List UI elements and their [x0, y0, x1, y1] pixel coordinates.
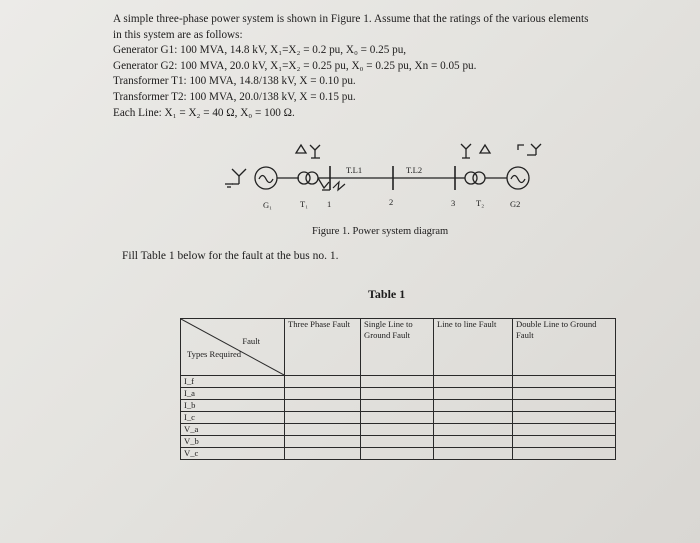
t2-label: T₂ [476, 198, 485, 208]
table-row [181, 412, 616, 424]
answer-cell[interactable] [285, 412, 361, 424]
bus-2-label: 2 [389, 197, 394, 207]
table-row [181, 448, 616, 460]
answer-cell[interactable] [513, 436, 616, 448]
intro-line-2: in this system are as follows: [113, 28, 243, 41]
bus-1-label: 1 [327, 199, 332, 209]
answer-cell[interactable] [361, 388, 434, 400]
row-label-va: V_a [181, 424, 285, 436]
tl2-label: T.L2 [406, 165, 423, 175]
answer-cell[interactable] [361, 376, 434, 388]
answer-cell[interactable] [434, 388, 513, 400]
table-row [181, 436, 616, 448]
generator-g1-icon [255, 167, 277, 189]
tl1-label: T.L1 [346, 165, 363, 175]
transformer-t1-icon [298, 172, 318, 184]
answer-cell[interactable] [285, 400, 361, 412]
answer-cell[interactable] [361, 424, 434, 436]
table-row [181, 424, 616, 436]
corner-types-label: Types Required [187, 349, 242, 359]
g1-label: G₁ [263, 200, 273, 210]
corner-cell [181, 319, 285, 376]
row-label-if: I_f [181, 376, 285, 388]
answer-cell[interactable] [513, 376, 616, 388]
answer-cell[interactable] [361, 436, 434, 448]
answer-cell[interactable] [285, 388, 361, 400]
g2-label: G2 [510, 199, 521, 209]
answer-cell[interactable] [434, 400, 513, 412]
answer-cell[interactable] [361, 412, 434, 424]
power-system-diagram [0, 0, 700, 260]
answer-cell[interactable] [513, 424, 616, 436]
transformer-t1-spec: Transformer T1: 100 MVA, 14.8/138 kV, X = 0.10 pu. [113, 75, 356, 88]
row-label-vb: V_b [181, 436, 285, 448]
row-label-ib: I_b [181, 400, 285, 412]
generator-g2-icon [507, 167, 529, 189]
table-header-row [181, 319, 616, 376]
answer-cell[interactable] [434, 424, 513, 436]
col-header-line-to-line: Line to line Fault [434, 319, 513, 376]
answer-cell[interactable] [434, 436, 513, 448]
intro-line-1: A simple three-phase power system is shown in Figure 1. Assume that the ratings of the various elements [113, 13, 589, 25]
generator-g1-spec: Generator G1: 100 MVA, 14.8 kV, X₁=X₂ = 0.2 pu, X₀ = 0.25 pu, [113, 44, 407, 57]
table-row [181, 388, 616, 400]
answer-cell[interactable] [361, 448, 434, 460]
answer-cell[interactable] [434, 412, 513, 424]
col-header-single-line-ground: Single Line to Ground Fault [361, 319, 434, 376]
row-label-ic: I_c [181, 412, 285, 424]
table-row [181, 376, 616, 388]
answer-cell[interactable] [513, 400, 616, 412]
fault-marker [333, 182, 345, 190]
col-header-three-phase: Three Phase Fault [285, 319, 361, 376]
transformer-t2-icon [465, 172, 485, 184]
answer-cell[interactable] [513, 448, 616, 460]
col-header-double-line-ground: Double Line to Ground Fault [513, 319, 616, 376]
g2-grounded-wye-icon [518, 144, 541, 155]
line-spec: Each Line: X₁ = X₂ = 40 Ω, X₀ = 100 Ω. [113, 106, 295, 119]
fault-table [180, 318, 616, 460]
answer-cell[interactable] [513, 412, 616, 424]
row-label-vc: V_c [181, 448, 285, 460]
corner-fault-label: Fault [242, 336, 260, 346]
answer-cell[interactable] [513, 388, 616, 400]
answer-cell[interactable] [285, 376, 361, 388]
generator-g2-spec: Generator G2: 100 MVA, 20.0 kV, X₁=X₂ = 0.25 pu, X₀ = 0.25 pu, Xn = 0.05 pu. [113, 59, 477, 72]
corner-diagonal [181, 319, 284, 375]
g1-grounded-wye-icon [225, 169, 246, 187]
table-row [181, 400, 616, 412]
row-label-ia: I_a [181, 388, 285, 400]
instruction-text: Fill Table 1 below for the fault at the bus no. 1. [122, 250, 339, 262]
answer-cell[interactable] [285, 448, 361, 460]
transformer-t2-spec: Transformer T2: 100 MVA, 20.0/138 kV, X = 0.15 pu. [113, 90, 356, 103]
table-title: Table 1 [368, 287, 406, 301]
answer-cell[interactable] [434, 376, 513, 388]
answer-cell[interactable] [285, 436, 361, 448]
bus-3-label: 3 [451, 198, 456, 208]
figure-caption: Figure 1. Power system diagram [312, 226, 449, 237]
answer-cell[interactable] [361, 400, 434, 412]
answer-cell[interactable] [434, 448, 513, 460]
answer-cell[interactable] [285, 424, 361, 436]
t1-label: T₁ [300, 199, 309, 209]
